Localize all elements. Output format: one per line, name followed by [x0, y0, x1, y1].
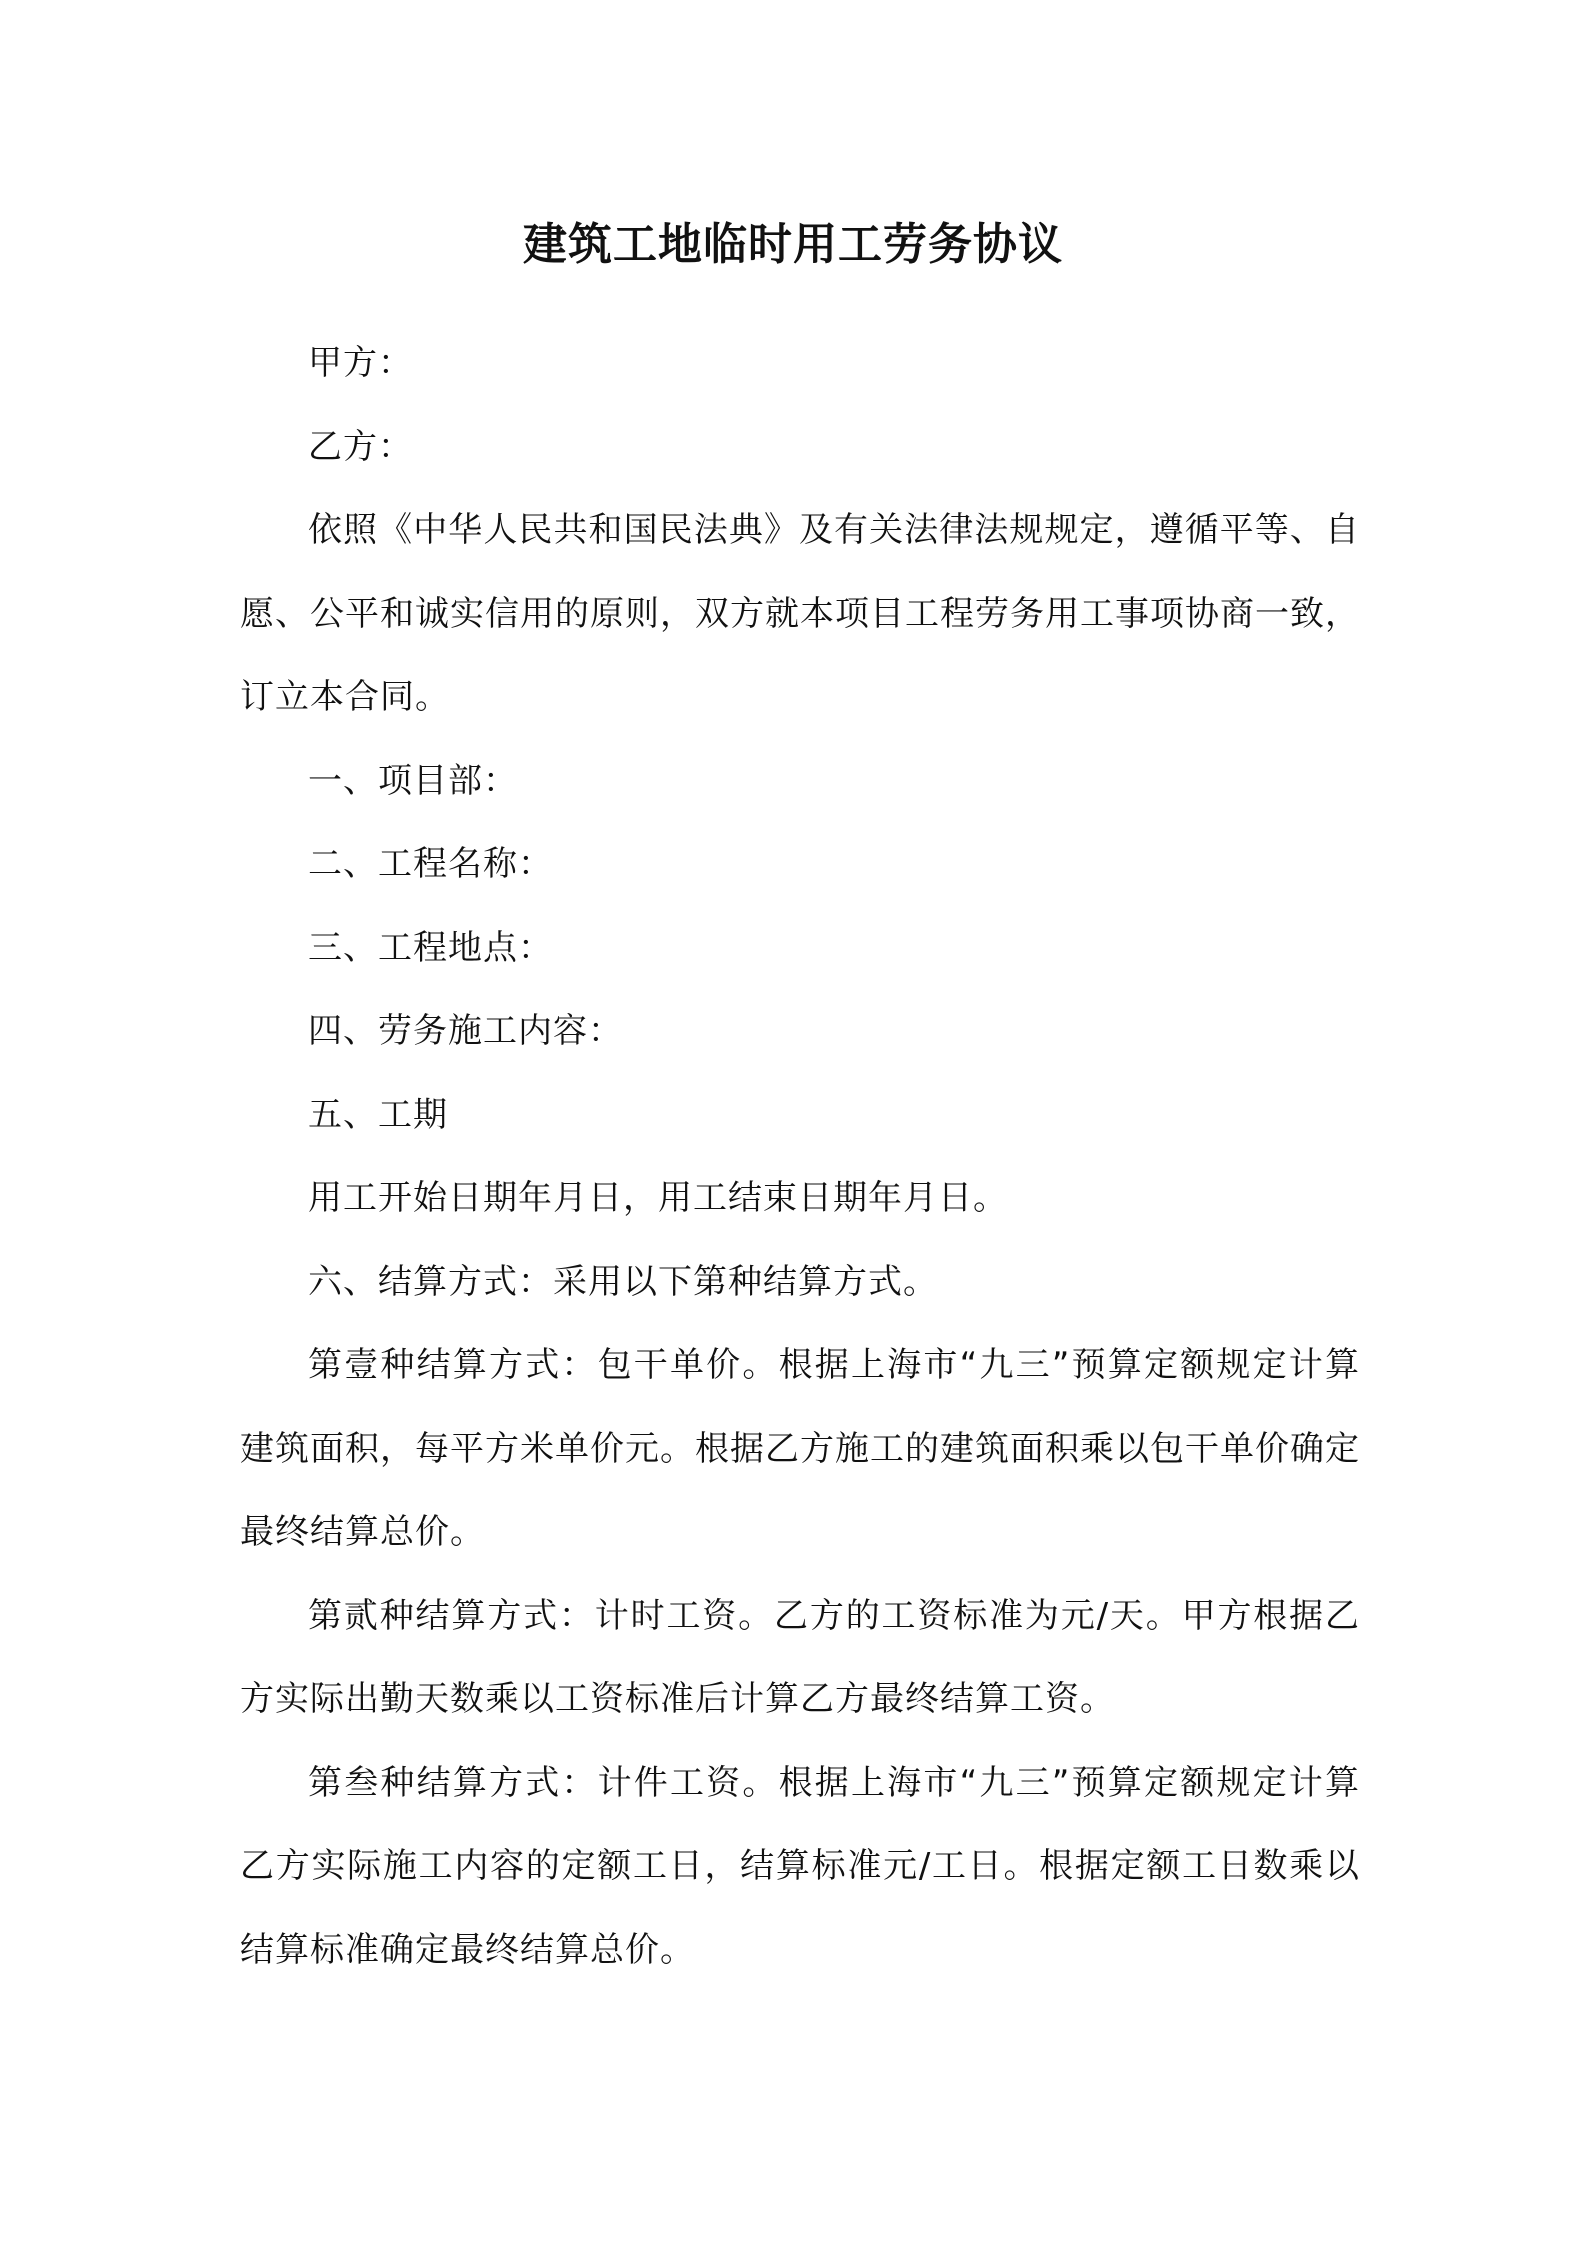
clause-project-department: 一、项目部： — [308, 760, 518, 801]
document-title: 建筑工地临时用工劳务协议 — [523, 219, 1063, 270]
party-a-line: 甲方： — [308, 343, 413, 383]
clause-project-name: 二、工程名称： — [308, 844, 553, 884]
clause-labor-content: 四、劳务施工内容： — [308, 1011, 623, 1051]
clause-schedule: 五、工期 — [308, 1094, 448, 1135]
settlement-option-3: 第叁种结算方式：计件工资。根据上海市“九三”预算定额规定计算乙方实际施工内容的定额工日，结算标准元/工日。根据定额工日数乘以结算标准确定最终结算总价。 — [240, 1762, 1360, 1970]
clause-project-location: 三、工程地点： — [308, 927, 553, 968]
preamble-paragraph: 依照《中华人民共和国民法典》及有关法律法规规定，遵循平等、自愿、公平和诚实信用的原则，双方就本项目工程劳务用工事项协商一致，订立本合同。 — [240, 510, 1360, 717]
schedule-dates: 用工开始日期年月日，用工结束日期年月日。 — [308, 1178, 1008, 1218]
party-b-line: 乙方： — [308, 426, 413, 467]
clause-settlement: 六、结算方式：采用以下第种结算方式。 — [308, 1261, 938, 1302]
document-body — [240, 322, 1360, 1992]
settlement-option-2: 第贰种结算方式：计时工资。乙方的工资标准为元/天。甲方根据乙方实际出勤天数乘以工资标准后计算乙方最终结算工资。 — [240, 1595, 1360, 1719]
settlement-option-1: 第壹种结算方式：包干单价。根据上海市“九三”预算定额规定计算建筑面积，每平方米单价元。根据乙方施工的建筑面积乘以包干单价确定最终结算总价。 — [240, 1345, 1360, 1552]
